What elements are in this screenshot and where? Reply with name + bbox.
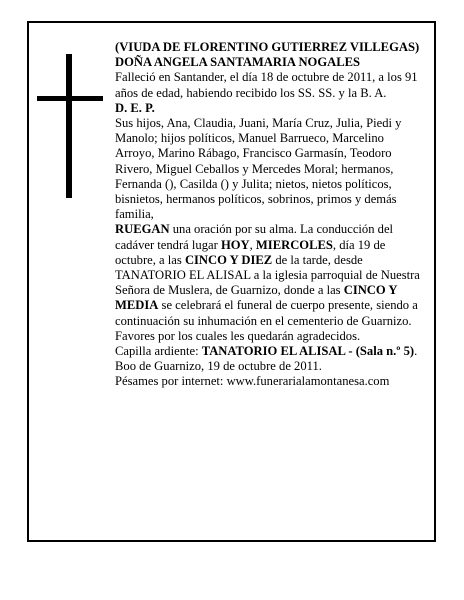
- cross-vertical-bar: [66, 54, 72, 198]
- deceased-name: DOÑA ANGELA SANTAMARIA NOGALES: [115, 55, 361, 70]
- request-text-5: se celebrará el funeral de cuerpo presente, siendo a continuación su inhumación en el cementerio de Guarnizo. Favores por los cuales les quedarán agradecidos.: [115, 298, 418, 343]
- request-paragraph: [115, 222, 421, 344]
- request-text-4: de la tarde, desde TANATORIO EL ALISAL a la iglesia parroquial de Nuestra Señora de Muslera, de Guarnizo, donde a las: [115, 252, 420, 298]
- chapel-label: Capilla ardiente:: [115, 344, 202, 359]
- death-paragraph: Falleció en Santander, el día 18 de octubre de 2011, a los 91 años de edad, habiendo recibido los SS. SS. y la B. A.: [115, 70, 418, 100]
- request-text-1: una oración por su alma. La conducción del cadáver tendrá lugar: [115, 222, 394, 252]
- cross-horizontal-bar: [37, 96, 103, 101]
- conduction-time: CINCO Y DIEZ: [184, 252, 273, 267]
- request-text-3: , día 19 de octubre, a las: [115, 237, 386, 267]
- rip-line: D. E. P.: [115, 100, 155, 115]
- family-paragraph: Sus hijos, Ana, Claudia, Juani, María Cruz, Julia, Piedi y Manolo; hijos políticos, Manuel Barrueco, Marcelino Arroyo, Marino Rábago, Francisco Garmasín, Teodoro Rivero, Miguel Ceballos y Mercedes Moral; hermanos, Fernanda (), Casilda () y Julita; nietos, nietos políticos, bisnietos, hermanos políticos, sobrinos, primos y demás familia,: [115, 116, 402, 222]
- request-text-2: ,: [249, 237, 256, 252]
- condolences-line: Pésames por internet: www.funerarialamontanesa.com: [115, 374, 390, 389]
- place-date-line: Boo de Guarnizo, 19 de octubre de 2011.: [115, 359, 322, 374]
- chapel-value: TANATORIO EL ALISAL - (Sala n.º 5): [201, 344, 415, 359]
- weekday-word: MIERCOLES: [255, 237, 333, 252]
- ruegan-word: RUEGAN: [115, 222, 170, 237]
- cross-icon: [37, 54, 103, 198]
- funeral-time: CINCO Y MEDIA: [115, 283, 398, 313]
- chapel-line: [115, 344, 421, 359]
- obituary-text: [115, 40, 421, 390]
- chapel-end: .: [414, 344, 418, 359]
- obituary-notice: [27, 21, 436, 542]
- hoy-word: HOY: [220, 237, 250, 252]
- widow-of-line: (VIUDA DE FLORENTINO GUTIERREZ VILLEGAS): [115, 40, 420, 54]
